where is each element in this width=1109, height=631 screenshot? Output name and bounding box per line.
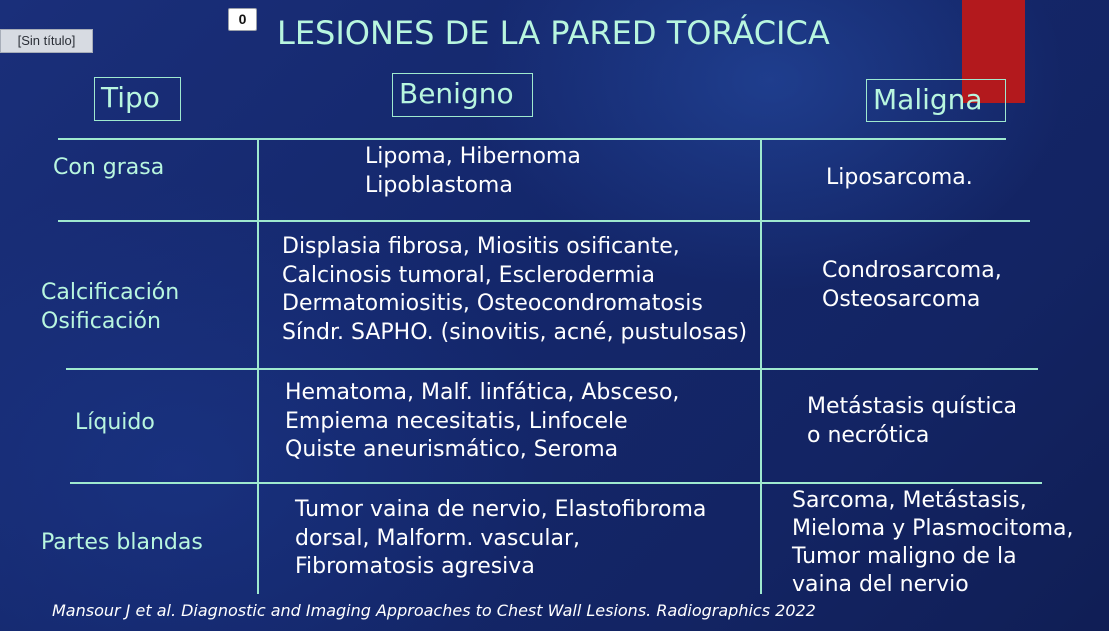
table-line-row2	[66, 368, 1038, 370]
table-divider-left	[257, 138, 259, 594]
slide-counter[interactable]: 0	[228, 8, 257, 31]
header-maligna: Maligna	[866, 79, 1006, 122]
row-3-malignant: Metástasis quística o necrótica	[807, 394, 1018, 448]
row-2-malignant: Condrosarcoma, Osteosarcoma	[822, 258, 1002, 312]
row-4-type: Partes blandas	[41, 530, 203, 555]
header-benigno: Benigno	[392, 73, 533, 117]
row-2-benign: Displasia fibrosa, Miositis osificante, Calcinosis tumoral, Esclerodermia Dermatomiositis, Osteocondromatosis Síndr. SAPHO. (sinovitis, acné, pustulosas)	[282, 234, 748, 345]
row-4-malignant: Sarcoma, Metástasis, Mieloma y Plasmocitoma, Tumor maligno de la vaina del nervio	[792, 488, 1074, 597]
row-1-malignant: Liposarcoma.	[826, 165, 973, 190]
row-2-type: Calcificación Osificación	[41, 280, 180, 334]
table-line-top	[58, 138, 1006, 140]
row-3-benign: Hematoma, Malf. linfática, Absceso, Empiema necesitatis, Linfocele Quiste aneurismático, Seroma	[285, 380, 680, 462]
row-1-benign: Lipoma, Hibernoma Lipoblastoma	[365, 144, 581, 198]
slide-title: LESIONES DE LA PARED TORÁCICA	[277, 14, 830, 52]
table-line-row3	[70, 482, 1042, 484]
row-3-type: Líquido	[75, 410, 155, 435]
header-tipo: Tipo	[94, 77, 181, 121]
row-4-benign: Tumor vaina de nervio, Elastofibroma dorsal, Malform. vascular, Fibromatosis agresiva	[295, 497, 707, 579]
table-divider-right	[760, 138, 762, 594]
table-line-row1	[58, 220, 1030, 222]
row-1-type: Con grasa	[53, 155, 165, 180]
untitled-tab[interactable]: [Sin título]	[0, 29, 93, 53]
citation: Mansour J et al. Diagnostic and Imaging Approaches to Chest Wall Lesions. Radiographics 2022	[52, 601, 816, 620]
